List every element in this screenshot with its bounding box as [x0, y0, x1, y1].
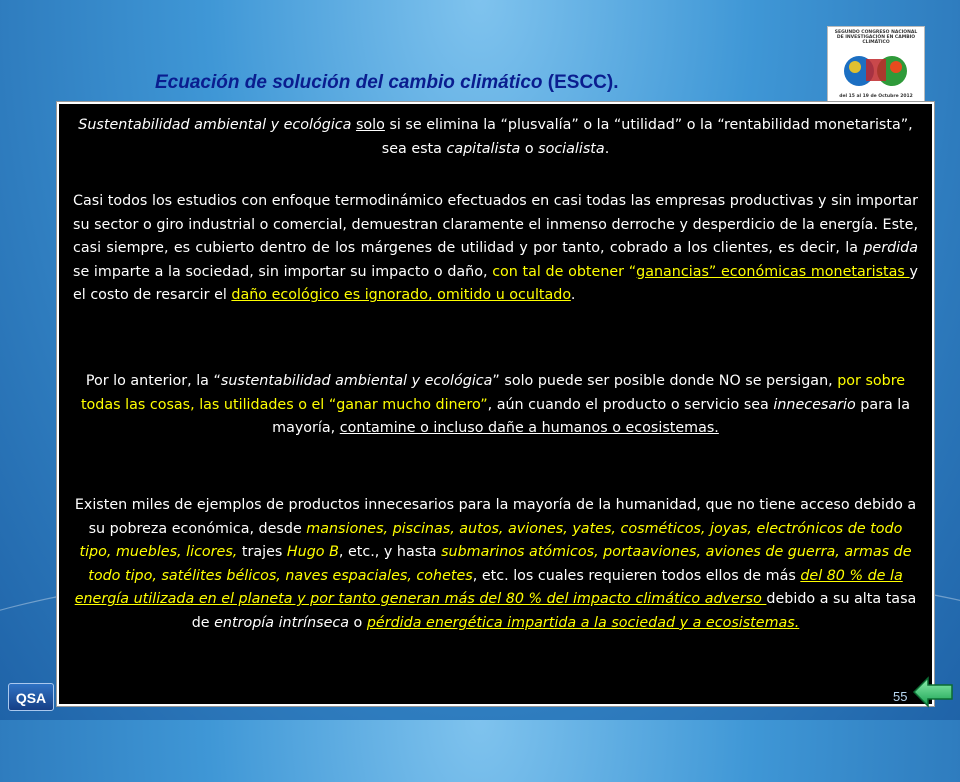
p1-text: si se elimina la “plusvalía” o la “utilidad” o la “rentabilidad monetarista”, sea esta — [381, 117, 913, 157]
p1-text: . — [604, 140, 610, 157]
title-abbr: (ESCC). — [547, 72, 619, 93]
p4-text: o — [349, 614, 367, 631]
logo-date: del 15 al 19 de Octubre 2012 — [839, 94, 913, 99]
p1-text: solo — [355, 117, 385, 133]
qsa-logo[interactable]: QSA — [8, 683, 54, 711]
page-number: 55 — [893, 689, 908, 704]
p4-text: pérdida energética impartida a la sociedad y a ecosistemas. — [366, 614, 800, 631]
p3-text: sustentabilidad ambiental y ecológica — [220, 373, 493, 389]
p3-text: innecesario — [773, 396, 856, 413]
paragraph-1 — [73, 114, 918, 161]
p4-text: mansiones, piscinas, autos, aviones, yates, cosméticos, joyas, electrónicos de todo tipo, muebles, licores, — [79, 520, 903, 561]
p3-text: para la mayoría, — [272, 396, 911, 437]
p1-text: o — [520, 140, 539, 157]
slide-title — [155, 72, 619, 94]
p4-text: debido a su alta tasa de — [191, 591, 917, 631]
p2-text: . — [570, 287, 576, 304]
p2-text: con tal de obtener “ — [492, 263, 637, 280]
paragraph-4 — [73, 494, 918, 636]
p4-text: del 80 % de la energía utilizada en el planeta y por tanto generan más del 80 % del impacto climático adverso — [74, 567, 903, 608]
paragraph-3 — [73, 370, 918, 441]
p4-text: submarinos atómicos, portaaviones, aviones de guerra, armas de todo tipo, satélites bélicos, naves espaciales, cohetes — [88, 544, 912, 584]
p1-text: socialista — [538, 140, 605, 157]
back-arrow-icon[interactable] — [912, 675, 960, 709]
p3-text: Por lo anterior, la “ — [85, 373, 221, 389]
p2-text: daño ecológico es ignorado, omitido u ocultado — [231, 287, 571, 304]
content-panel — [57, 102, 934, 706]
p4-text: , etc. los cuales requieren todos ellos de más — [472, 567, 801, 584]
p4-text: trajes — [237, 544, 287, 561]
p1-text: Sustentabilidad ambiental y ecológica — [78, 117, 352, 133]
p1-text: capitalista — [446, 140, 521, 157]
p2-text: se imparte a la sociedad, sin importar su impacto o daño, — [73, 263, 493, 280]
paragraph-2 — [73, 190, 918, 308]
p3-text: , aún cuando el producto o servicio sea — [487, 396, 774, 413]
p3-text: ” solo puede ser posible donde NO se persigan, — [492, 373, 838, 389]
title-main: Ecuación de solución del cambio climático — [155, 72, 543, 93]
p4-text: , etc., y hasta — [338, 544, 442, 561]
p3-text: por sobre todas las cosas, las utilidades o el “ganar mucho dinero” — [80, 373, 906, 413]
p2-text: ganancias” económicas monetaristas — [636, 263, 910, 280]
logo-text: SEGUNDO CONGRESO NACIONAL DE INVESTIGACIÓN EN CAMBIO CLIMÁTICO — [834, 30, 918, 46]
p2-text: Casi todos los estudios con enfoque termodinámico efectuados en casi todas las empresas productivas y sin importar su sector o giro industrial o comercial, demuestran claramente el inmenso derroche y desperdicio de la energía. Este, casi siempre, es cubierto dentro de los márgenes de utilidad y por tanto, cobrado a los clientes, es decir, la — [73, 193, 918, 257]
globe-icon — [828, 27, 925, 102]
p4-text: Existen miles de ejemplos de productos innecesarios para la mayoría de la humanidad, que no tiene acceso debido a su pobreza económica, desde — [74, 497, 917, 537]
p2-text: y el costo de resarcir el — [73, 263, 918, 304]
p4-text: entropía intrínseca — [214, 614, 349, 631]
p4-text: Hugo B — [286, 544, 339, 561]
p3-text: contamine o incluso dañe a humanos o ecosistemas. — [339, 420, 719, 437]
p2-text: perdida — [863, 240, 918, 257]
congress-logo — [827, 26, 925, 102]
